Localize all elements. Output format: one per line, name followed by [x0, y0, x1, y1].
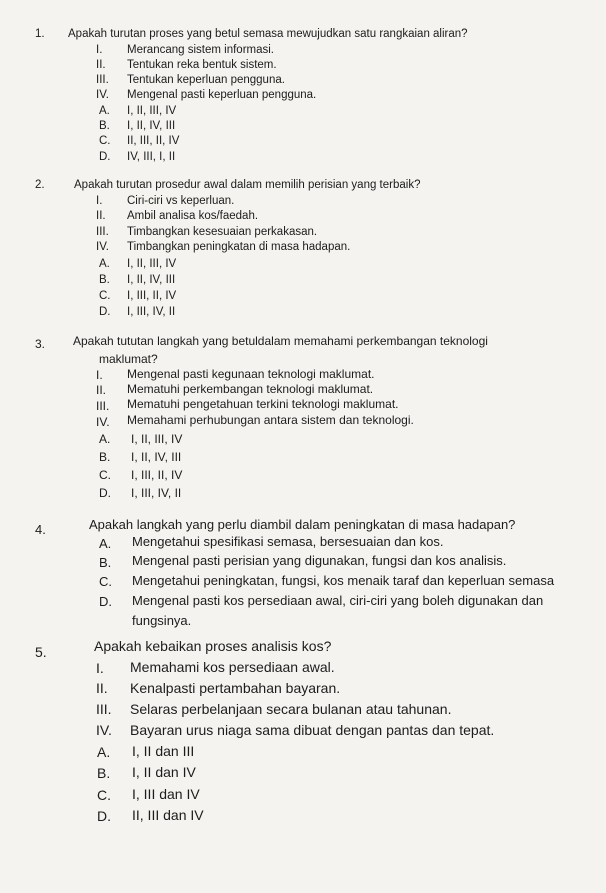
- question-number: 4.: [35, 522, 46, 537]
- option-letter: B.: [99, 274, 110, 286]
- option-text: I, II, IV, III: [127, 120, 176, 132]
- option-text-continuation: fungsinya.: [132, 613, 192, 628]
- question-number: 3.: [35, 337, 46, 351]
- statement-text: Tentukan keperluan pengguna.: [127, 74, 285, 86]
- option-letter: A.: [99, 258, 110, 270]
- option-text: Mengenal pasti perisian yang digunakan, fungsi dan kos analisis.: [132, 553, 507, 568]
- statement-text: Bayaran urus niaga sama dibuat dengan pantas dan tepat.: [130, 722, 495, 738]
- statement-numeral: IV.: [96, 722, 112, 738]
- question-number: 1.: [35, 28, 45, 40]
- option-text: I, III, IV, II: [127, 306, 176, 318]
- question-stem: Apakah kebaikan proses analisis kos?: [94, 638, 332, 654]
- option-text: Mengenal pasti kos persediaan awal, ciri-ciri yang boleh digunakan dan: [132, 593, 544, 608]
- statement-numeral: II.: [96, 59, 106, 71]
- statement-text: Ambil analisa kos/faedah.: [127, 210, 259, 222]
- option-text: I, III dan IV: [132, 786, 200, 802]
- option-text: I, II dan IV: [132, 764, 196, 780]
- option-text: II, III, II, IV: [127, 135, 180, 147]
- option-letter: B.: [99, 450, 111, 464]
- option-letter: D.: [99, 306, 111, 318]
- option-letter: A.: [99, 536, 112, 551]
- statement-text: Mematuhi perkembangan teknologi maklumat.: [127, 382, 374, 396]
- question-stem: Apakah tututan langkah yang betuldalam memahami perkembangan teknologi: [73, 334, 488, 348]
- statement-text: Timbangkan peningkatan di masa hadapan.: [127, 241, 351, 253]
- statement-numeral: II.: [96, 210, 106, 222]
- statement-text: Memahami kos persediaan awal.: [130, 659, 335, 675]
- statement-numeral: III.: [96, 226, 109, 238]
- statement-numeral: IV.: [96, 89, 110, 101]
- question-stem: Apakah turutan prosedur awal dalam memilih perisian yang terbaik?: [74, 179, 421, 191]
- option-text: I, III, IV, II: [131, 486, 182, 500]
- statement-numeral: III.: [96, 74, 109, 86]
- option-text: I, II, III, IV: [127, 258, 177, 270]
- statement-numeral: II.: [96, 383, 107, 397]
- option-text: I, II, III, IV: [127, 105, 177, 117]
- statement-text: Memahami perhubungan antara sistem dan teknologi.: [127, 413, 414, 427]
- option-letter: C.: [99, 135, 111, 147]
- option-text: Mengetahui spesifikasi semasa, bersesuaian dan kos.: [132, 534, 444, 549]
- option-letter: B.: [99, 555, 112, 570]
- statement-numeral: I.: [96, 660, 104, 676]
- statement-text: Mengenal pasti kegunaan teknologi maklumat.: [127, 367, 375, 381]
- option-text: II, III dan IV: [132, 807, 204, 823]
- option-letter: B.: [99, 120, 110, 132]
- question-number: 5.: [35, 644, 47, 660]
- statement-numeral: III.: [96, 701, 112, 717]
- option-letter: D.: [99, 486, 111, 500]
- statement-numeral: I.: [96, 44, 103, 56]
- option-letter: A.: [99, 432, 111, 446]
- question-stem: Apakah langkah yang perlu diambil dalam peningkatan di masa hadapan?: [89, 517, 516, 532]
- option-letter: A.: [97, 744, 111, 760]
- option-text: Mengetahui peningkatan, fungsi, kos menaik taraf dan keperluan semasa: [132, 573, 555, 588]
- statement-text: Kenalpasti pertambahan bayaran.: [130, 680, 341, 696]
- option-text: IV, III, I, II: [127, 151, 176, 163]
- option-letter: D.: [99, 594, 112, 609]
- option-letter: D.: [99, 151, 111, 163]
- option-text: I, III, II, IV: [131, 468, 183, 482]
- option-text: I, III, II, IV: [127, 290, 177, 302]
- statement-text: Selaras perbelanjaan secara bulanan atau tahunan.: [130, 701, 452, 717]
- statement-text: Timbangkan kesesuaian perkakasan.: [127, 226, 318, 238]
- statement-text: Mengenal pasti keperluan pengguna.: [127, 89, 317, 101]
- question-number: 2.: [35, 179, 45, 191]
- statement-numeral: I.: [96, 195, 103, 207]
- option-letter: C.: [99, 290, 111, 302]
- statement-text: Merancang sistem informasi.: [127, 44, 274, 56]
- option-letter: B.: [97, 765, 111, 781]
- question-stem: Apakah turutan proses yang betul semasa mewujudkan satu rangkaian aliran?: [68, 28, 468, 40]
- statement-text: Mematuhi pengetahuan terkini teknologi maklumat.: [127, 397, 399, 411]
- option-text: I, II, III, IV: [131, 432, 183, 446]
- question-stem-continuation: maklumat?: [99, 352, 158, 366]
- option-text: I, II dan III: [132, 743, 195, 759]
- option-letter: D.: [97, 808, 111, 824]
- option-letter: C.: [99, 574, 112, 589]
- option-letter: A.: [99, 105, 110, 117]
- option-letter: C.: [97, 787, 111, 803]
- option-text: I, II, IV, III: [127, 274, 176, 286]
- statement-numeral: I.: [96, 368, 103, 382]
- statement-text: Tentukan reka bentuk sistem.: [127, 59, 277, 71]
- statement-numeral: III.: [96, 399, 110, 413]
- statement-text: Ciri-ciri vs keperluan.: [127, 195, 235, 207]
- option-text: I, II, IV, III: [131, 450, 182, 464]
- statement-numeral: II.: [96, 680, 108, 696]
- statement-numeral: IV.: [96, 415, 110, 429]
- option-letter: C.: [99, 468, 111, 482]
- statement-numeral: IV.: [96, 241, 110, 253]
